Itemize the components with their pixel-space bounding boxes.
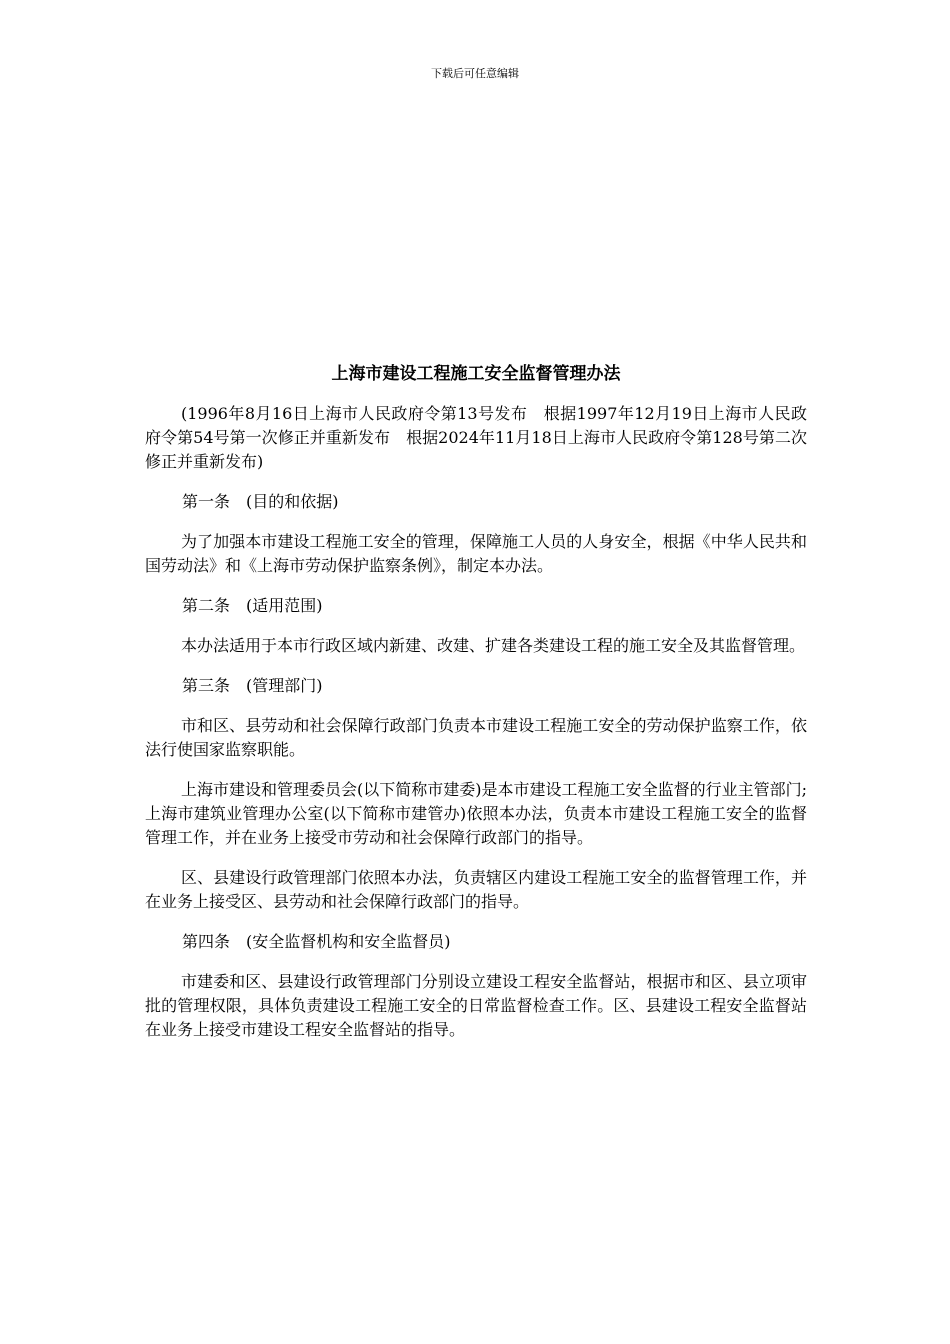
article-1-paragraph: 为了加强本市建设工程施工安全的管理，保障施工人员的人身安全，根据《中华人民共和国劳动法》和《上海市劳动保护监察条例》，制定本办法。 — [145, 532, 807, 575]
document-body — [145, 362, 807, 1058]
header-note: 下载后可任意编辑 — [431, 67, 519, 80]
article-2-heading: 第二条 (适用范围) — [182, 596, 323, 615]
article-3-heading: 第三条 (管理部门) — [182, 676, 323, 695]
document-title: 上海市建设工程施工安全监督管理办法 — [331, 364, 621, 384]
article-4-heading: 第四条 (安全监督机构和安全监督员) — [182, 932, 451, 951]
article-4-paragraph: 市建委和区、县建设行政管理部门分别设立建设工程安全监督站，根据市和区、县立项审批的管理权限，具体负责建设工程施工安全的日常监督检查工作。区、县建设工程安全监督站在业务上接受市建设工程安全监督站的指导。 — [145, 972, 807, 1039]
article-2-paragraph: 本办法适用于本市行政区域内新建、改建、扩建各类建设工程的施工安全及其监督管理。 — [181, 636, 806, 655]
article-3-paragraph-3: 区、县建设行政管理部门依照本办法，负责辖区内建设工程施工安全的监督管理工作，并在业务上接受区、县劳动和社会保障行政部门的指导。 — [145, 868, 807, 911]
article-1-heading: 第一条 (目的和依据) — [182, 492, 339, 511]
article-3-paragraph-2: 上海市建设和管理委员会(以下简称市建委)是本市建设工程施工安全监督的行业主管部门;上海市建筑业管理办公室(以下简称市建管办)依照本办法，负责本市建设工程施工安全的监督管理工作，并在业务上接受市劳动和社会保障行政部门的指导。 — [145, 780, 807, 847]
article-3-paragraph-1: 市和区、县劳动和社会保障行政部门负责本市建设工程施工安全的劳动保护监察工作，依法行使国家监察职能。 — [145, 716, 807, 759]
preamble: (1996年8月16日上海市人民政府令第13号发布 根据1997年12月19日上海市人民政府令第54号第一次修正并重新发布 根据2024年11月18日上海市人民政府令第128号第二次修正并重新发布) — [145, 404, 807, 471]
